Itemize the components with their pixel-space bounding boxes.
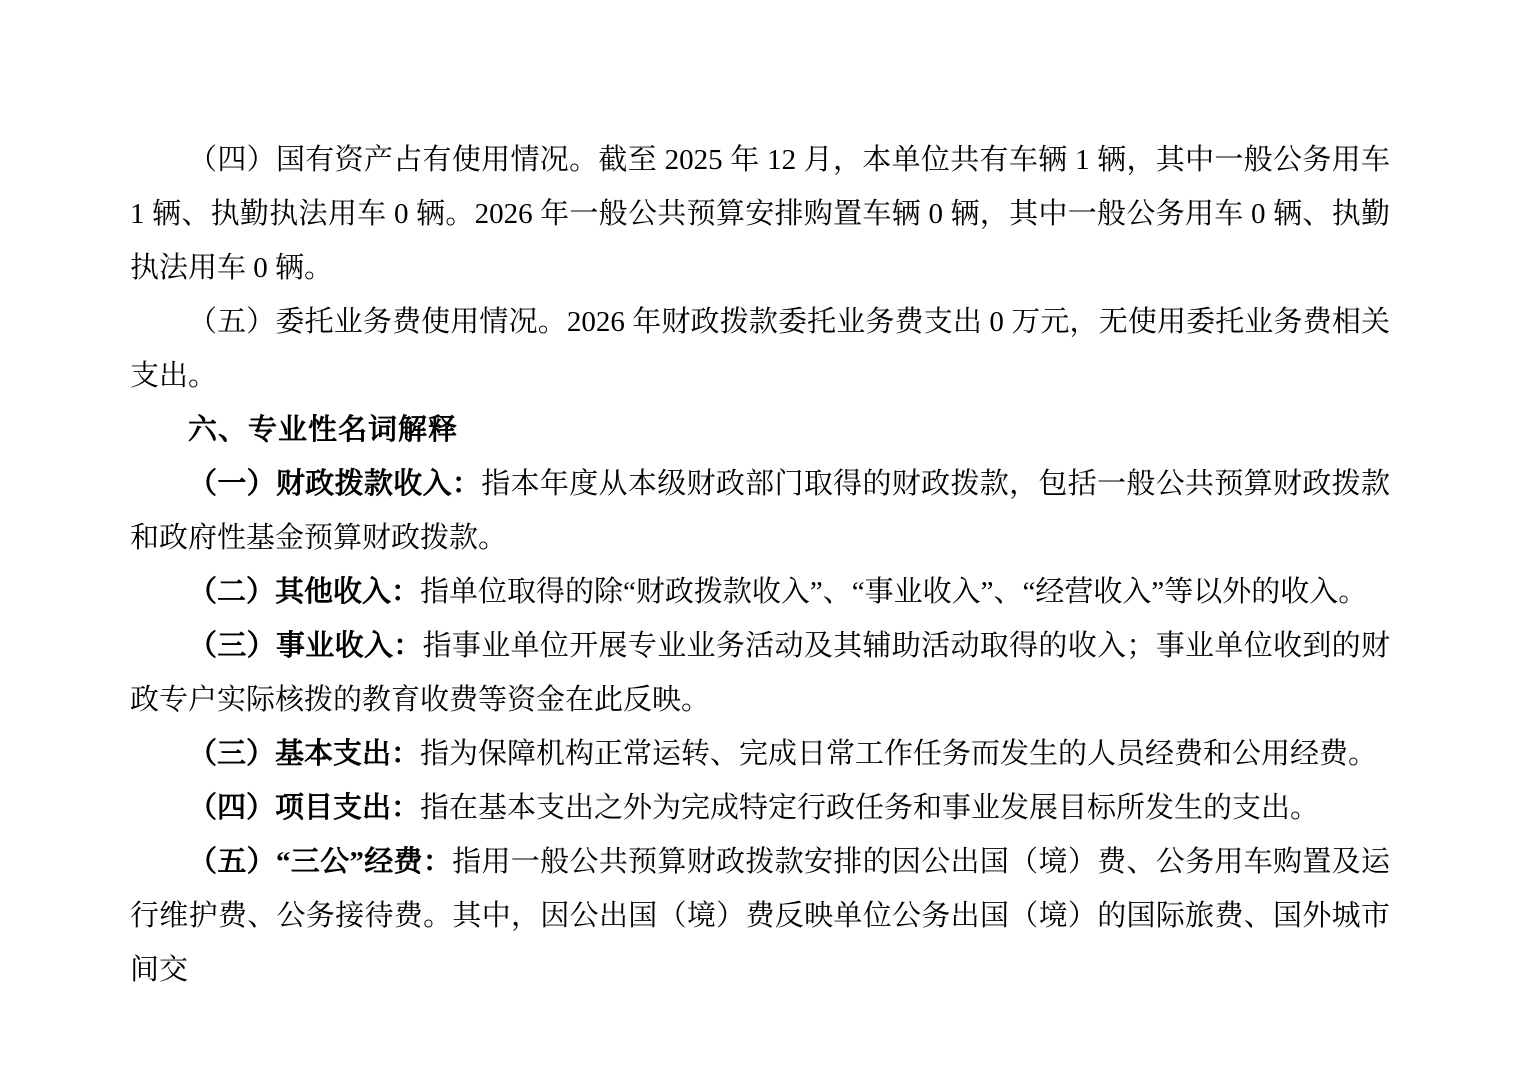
term-lead-basic-expenditure: （三）基本支出： (188, 738, 421, 770)
term-basic-expenditure (130, 727, 1390, 781)
term-body-other-income: 指单位取得的除“财政拨款收入”、“事业收入”、“经营收入”等以外的收入。 (420, 576, 1368, 608)
term-lead-other-income: （二）其他收入： (188, 576, 421, 608)
term-body-basic-expenditure: 指为保障机构正常运转、完成日常工作任务而发生的人员经费和公用经费。 (420, 738, 1378, 770)
term-three-public-funds (130, 835, 1390, 997)
term-lead-three-public-funds: （五）“三公”经费： (188, 846, 453, 878)
term-body-project-expenditure: 指在基本支出之外为完成特定行政任务和事业发展目标所发生的支出。 (420, 792, 1320, 824)
term-other-income (130, 565, 1390, 619)
term-body-fiscal-appropriation-income: 指本年度从本级财政部门取得的财政拨款，包括一般公共预算财政拨款和政府性基金预算财政拨款。 (130, 468, 1390, 554)
term-lead-fiscal-appropriation-income: （一）财政拨款收入： (188, 468, 482, 500)
term-body-three-public-funds: 指用一般公共预算财政拨款安排的因公出国（境）费、公务用车购置及运行维护费、公务接待费。其中，因公出国（境）费反映单位公务出国（境）的国际旅费、国外城市间交 (130, 846, 1390, 986)
term-operational-income (130, 619, 1390, 727)
paragraph-entrusted-business-fee: （五）委托业务费使用情况。2026 年财政拨款委托业务费支出 0 万元，无使用委托业务费相关支出。 (130, 306, 1390, 392)
term-body-operational-income: 指事业单位开展专业业务活动及其辅助活动取得的收入；事业单位收到的财政专户实际核拨的教育收费等资金在此反映。 (130, 630, 1390, 716)
paragraph-state-assets-usage: （四）国有资产占有使用情况。截至 2025 年 12 月，本单位共有车辆 1 辆，其中一般公务用车 1 辆、执勤执法用车 0 辆。2026 年一般公共预算安排购置车辆 0 辆，其中一般公务用车 0 辆、执勤执法用车 0 辆。 (130, 144, 1390, 284)
term-lead-project-expenditure: （四）项目支出： (188, 792, 421, 824)
section-heading-terminology: 六、专业性名词解释 (188, 414, 459, 446)
term-fiscal-appropriation-income (130, 457, 1390, 565)
term-project-expenditure (130, 781, 1390, 835)
term-lead-operational-income: （三）事业收入： (188, 630, 423, 662)
